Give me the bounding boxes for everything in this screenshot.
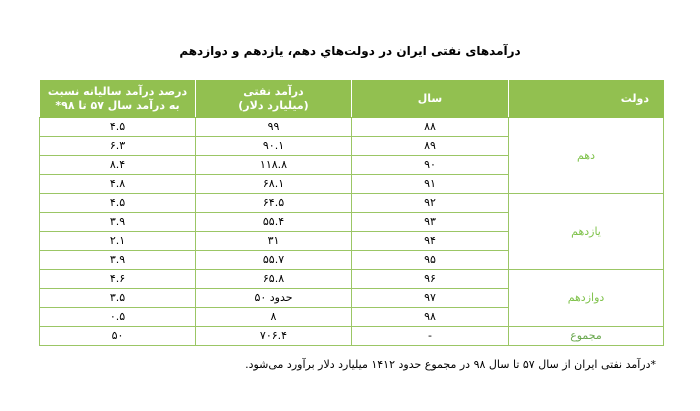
year-cell: ۸۹ bbox=[352, 137, 509, 156]
revenue-cell: ۵۵.۴ bbox=[196, 213, 352, 232]
header-percent-line2: به درآمد سال ۵۷ تا ۹۸* bbox=[55, 99, 180, 112]
year-cell: ۸۸ bbox=[352, 118, 509, 137]
page-title: درآمدهای نفتی ایران در دولت‌هاي دهم، يازدهم و دوازدهم bbox=[179, 44, 521, 58]
table-row bbox=[40, 270, 664, 289]
government-name: دهم bbox=[509, 118, 664, 194]
year-cell: ۹۸ bbox=[352, 308, 509, 327]
year-cell: ۹۶ bbox=[352, 270, 509, 289]
total-label: مجموع bbox=[509, 327, 664, 346]
header-oil-revenue-line1: درآمد نفتی bbox=[243, 85, 304, 98]
oil-revenue-table bbox=[39, 80, 664, 346]
table-row bbox=[40, 194, 664, 213]
revenue-cell: ۸ bbox=[196, 308, 352, 327]
table-header-row bbox=[40, 81, 664, 118]
total-percent: ۵۰ bbox=[40, 327, 196, 346]
header-percent-line1: درصد درآمد سالیانه نسبت bbox=[47, 85, 188, 98]
revenue-cell: ۵۵.۷ bbox=[196, 251, 352, 270]
revenue-cell: ۶۴.۵ bbox=[196, 194, 352, 213]
percent-cell: ۳.۹ bbox=[40, 213, 196, 232]
header-oil-revenue-line2: (میلیارد دلار) bbox=[238, 99, 309, 112]
year-cell: ۹۲ bbox=[352, 194, 509, 213]
percent-cell: ۴.۸ bbox=[40, 175, 196, 194]
percent-cell: ۴.۶ bbox=[40, 270, 196, 289]
revenue-cell: ۹۰.۱ bbox=[196, 137, 352, 156]
government-name: دوازدهم bbox=[509, 270, 664, 327]
percent-cell: ۴.۵ bbox=[40, 194, 196, 213]
percent-cell: ۶.۳ bbox=[40, 137, 196, 156]
government-name: یازدهم bbox=[509, 194, 664, 270]
year-cell: ۹۵ bbox=[352, 251, 509, 270]
header-year: سال bbox=[352, 81, 509, 118]
revenue-cell: ۶۵.۸ bbox=[196, 270, 352, 289]
header-government: دولت bbox=[509, 81, 664, 118]
year-cell: ۹۴ bbox=[352, 232, 509, 251]
revenue-cell: ۶۸.۱ bbox=[196, 175, 352, 194]
percent-cell: ۲.۱ bbox=[40, 232, 196, 251]
revenue-cell: ۹۹ bbox=[196, 118, 352, 137]
header-percent bbox=[40, 81, 196, 118]
table-row bbox=[40, 118, 664, 137]
percent-cell: ۰.۵ bbox=[40, 308, 196, 327]
revenue-cell: ۳۱ bbox=[196, 232, 352, 251]
percent-cell: ۸.۴ bbox=[40, 156, 196, 175]
year-cell: ۹۱ bbox=[352, 175, 509, 194]
total-revenue: ۷۰۶.۴ bbox=[196, 327, 352, 346]
year-cell: ۹۰ bbox=[352, 156, 509, 175]
percent-cell: ۳.۹ bbox=[40, 251, 196, 270]
total-year: - bbox=[352, 327, 509, 346]
year-cell: ۹۷ bbox=[352, 289, 509, 308]
year-cell: ۹۳ bbox=[352, 213, 509, 232]
footnote: *درآمد نفتی ایران از سال ۵۷ تا سال ۹۸ در مجموع حدود ۱۴۱۲ میلیارد دلار برآورد می‌شود. bbox=[245, 358, 656, 371]
header-oil-revenue bbox=[196, 81, 352, 118]
total-row bbox=[40, 327, 664, 346]
revenue-cell: حدود ۵۰ bbox=[196, 289, 352, 308]
revenue-cell: ۱۱۸.۸ bbox=[196, 156, 352, 175]
percent-cell: ۳.۵ bbox=[40, 289, 196, 308]
percent-cell: ۴.۵ bbox=[40, 118, 196, 137]
